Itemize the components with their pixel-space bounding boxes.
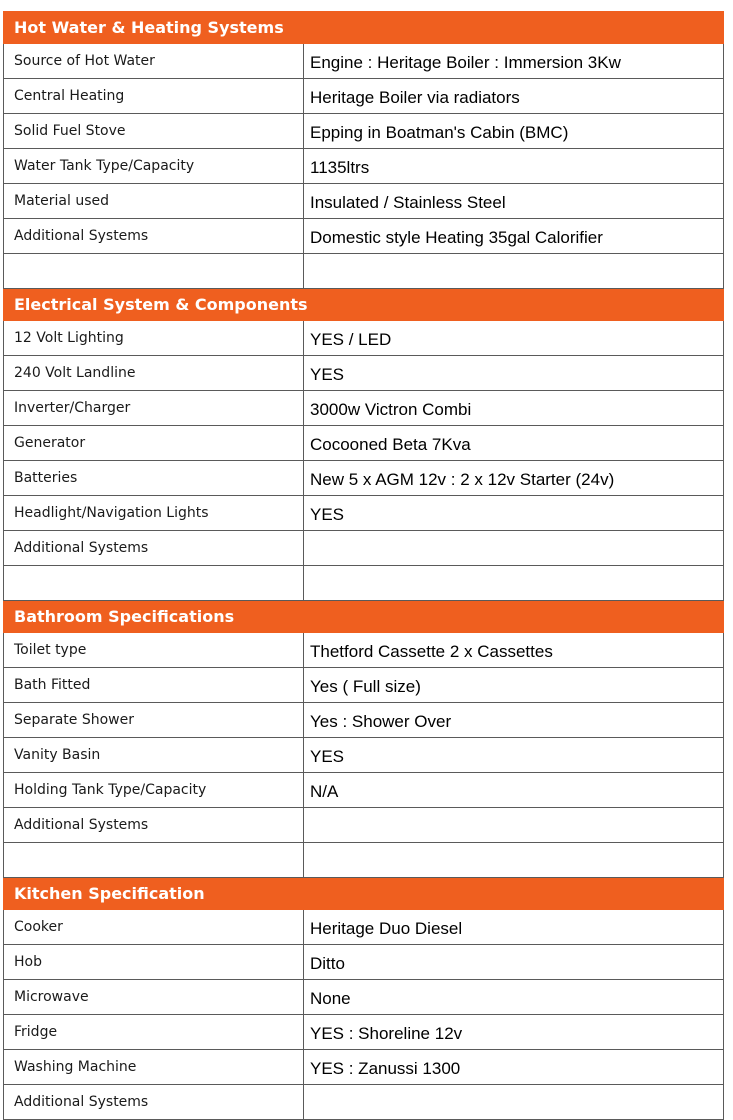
section-header-hot-water-and-heating-systems — [4, 12, 724, 44]
spec-value: 3000w Victron Combi — [304, 391, 724, 426]
spec-row — [4, 1015, 724, 1050]
spec-row — [4, 566, 724, 601]
spec-value — [304, 254, 724, 289]
spec-value: Thetford Cassette 2 x Cassettes — [304, 633, 724, 668]
spec-row — [4, 496, 724, 531]
spec-row — [4, 738, 724, 773]
spec-row — [4, 219, 724, 254]
spec-label: Solid Fuel Stove — [4, 114, 304, 149]
spec-label: Vanity Basin — [4, 738, 304, 773]
spec-label: Additional Systems — [4, 219, 304, 254]
spec-row — [4, 808, 724, 843]
spec-value — [304, 531, 724, 566]
spec-value: Heritage Boiler via radiators — [304, 79, 724, 114]
spec-label — [4, 843, 304, 878]
spec-row — [4, 426, 724, 461]
spec-row — [4, 980, 724, 1015]
spec-value — [304, 566, 724, 601]
spec-label: Central Heating — [4, 79, 304, 114]
spec-label: Separate Shower — [4, 703, 304, 738]
spec-label: Bath Fitted — [4, 668, 304, 703]
spec-label: Headlight/Navigation Lights — [4, 496, 304, 531]
spec-label: Fridge — [4, 1015, 304, 1050]
section-header-bathroom-specifications — [4, 601, 724, 633]
spec-value: Heritage Duo Diesel — [304, 910, 724, 945]
spec-row — [4, 843, 724, 878]
spec-row — [4, 633, 724, 668]
spec-label: Cooker — [4, 910, 304, 945]
spec-row — [4, 945, 724, 980]
spec-value — [304, 1085, 724, 1120]
spec-value: Ditto — [304, 945, 724, 980]
spec-row — [4, 321, 724, 356]
spec-row — [4, 1085, 724, 1120]
spec-row — [4, 184, 724, 219]
spec-value: Cocooned Beta 7Kva — [304, 426, 724, 461]
spec-value: YES / LED — [304, 321, 724, 356]
spec-value: YES — [304, 496, 724, 531]
spec-label: Generator — [4, 426, 304, 461]
spec-label: Inverter/Charger — [4, 391, 304, 426]
spec-row — [4, 391, 724, 426]
spec-value: N/A — [304, 773, 724, 808]
section-header-kitchen-specification — [4, 878, 724, 910]
spec-value: Domestic style Heating 35gal Calorifier — [304, 219, 724, 254]
spec-value — [304, 808, 724, 843]
spec-label: Batteries — [4, 461, 304, 496]
spec-value: None — [304, 980, 724, 1015]
spec-label: Hob — [4, 945, 304, 980]
spec-value: Yes ( Full size) — [304, 668, 724, 703]
spec-label: Washing Machine — [4, 1050, 304, 1085]
section-title: Electrical System & Components — [4, 289, 724, 321]
spec-row — [4, 668, 724, 703]
spec-value: YES — [304, 738, 724, 773]
spec-label: Toilet type — [4, 633, 304, 668]
spec-row — [4, 356, 724, 391]
section-title: Bathroom Specifications — [4, 601, 724, 633]
spec-row — [4, 703, 724, 738]
spec-label: Source of Hot Water — [4, 44, 304, 79]
spec-label — [4, 566, 304, 601]
spec-value: 1135ltrs — [304, 149, 724, 184]
spec-value: YES — [304, 356, 724, 391]
spec-value: Epping in Boatman's Cabin (BMC) — [304, 114, 724, 149]
spec-value: Insulated / Stainless Steel — [304, 184, 724, 219]
spec-value — [304, 843, 724, 878]
spec-row — [4, 79, 724, 114]
spec-value: YES : Zanussi 1300 — [304, 1050, 724, 1085]
spec-row — [4, 149, 724, 184]
section-title: Kitchen Specification — [4, 878, 724, 910]
spec-label: 240 Volt Landline — [4, 356, 304, 391]
spec-value: YES : Shoreline 12v — [304, 1015, 724, 1050]
section-header-electrical-system-and-components — [4, 289, 724, 321]
spec-label: Microwave — [4, 980, 304, 1015]
spec-row — [4, 910, 724, 945]
spec-label: Additional Systems — [4, 531, 304, 566]
spec-row — [4, 773, 724, 808]
section-title: Hot Water & Heating Systems — [4, 12, 724, 44]
spec-label: Material used — [4, 184, 304, 219]
spec-label: 12 Volt Lighting — [4, 321, 304, 356]
spec-label: Additional Systems — [4, 1085, 304, 1120]
spec-value: Yes : Shower Over — [304, 703, 724, 738]
spec-label: Water Tank Type/Capacity — [4, 149, 304, 184]
spec-row — [4, 461, 724, 496]
spec-sheet — [3, 11, 723, 1120]
spec-row — [4, 44, 724, 79]
spec-value: Engine : Heritage Boiler : Immersion 3Kw — [304, 44, 724, 79]
spec-value: New 5 x AGM 12v : 2 x 12v Starter (24v) — [304, 461, 724, 496]
spec-label: Additional Systems — [4, 808, 304, 843]
spec-label — [4, 254, 304, 289]
spec-row — [4, 254, 724, 289]
specification-table — [3, 11, 724, 1120]
spec-row — [4, 531, 724, 566]
spec-row — [4, 1050, 724, 1085]
spec-label: Holding Tank Type/Capacity — [4, 773, 304, 808]
spec-row — [4, 114, 724, 149]
